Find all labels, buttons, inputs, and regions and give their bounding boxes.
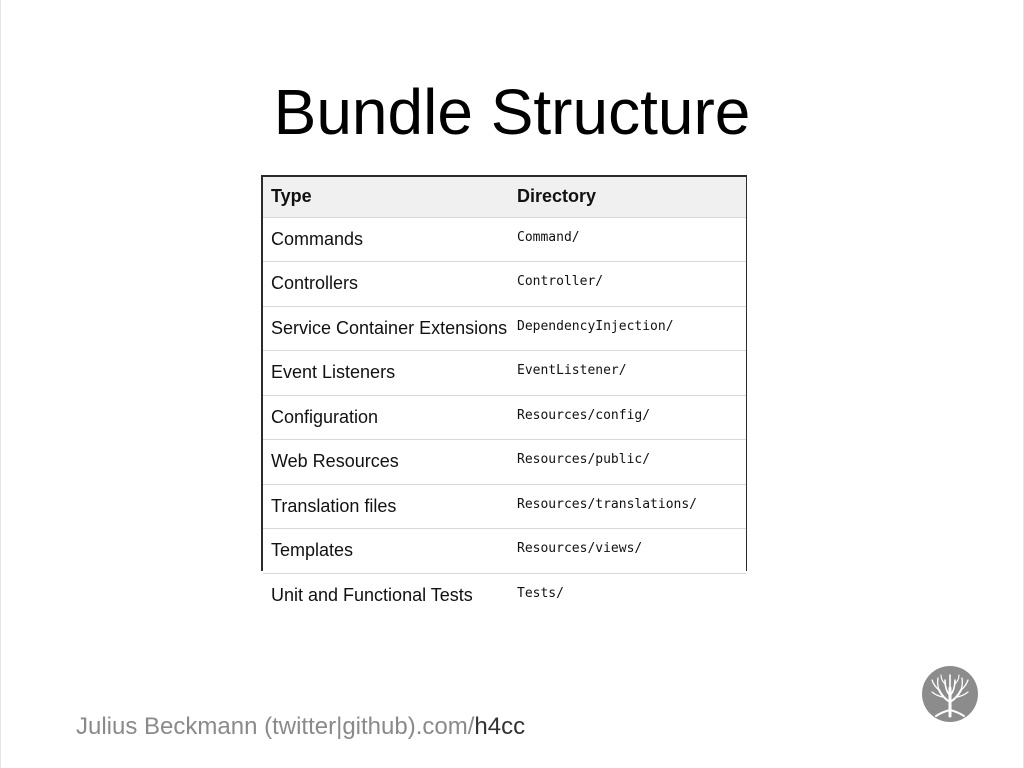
tree-icon xyxy=(922,666,978,722)
directory-cell: DependencyInjection/ xyxy=(509,306,746,351)
table-header-row xyxy=(263,177,746,217)
author-footer xyxy=(76,712,525,742)
footer-handle: h4cc xyxy=(474,713,526,740)
column-header-directory: Directory xyxy=(509,177,746,217)
table-row xyxy=(263,395,746,440)
directory-cell: Controller/ xyxy=(509,262,746,307)
table-row xyxy=(263,262,746,307)
type-cell: Unit and Functional Tests xyxy=(271,584,473,605)
type-cell: Controllers xyxy=(263,262,509,307)
type-cell: Web Resources xyxy=(263,440,509,485)
directory-cell: Tests/ xyxy=(517,585,564,601)
table-row xyxy=(263,440,746,485)
column-header-type: Type xyxy=(263,177,509,217)
type-cell: Translation files xyxy=(263,484,509,529)
directory-cell: Resources/config/ xyxy=(509,395,746,440)
footer-prefix: Julius Beckmann (twitter|github).com/ xyxy=(76,713,475,740)
table-row xyxy=(263,217,746,262)
type-cell: Commands xyxy=(263,217,509,262)
table-row xyxy=(263,351,746,396)
type-cell: Configuration xyxy=(263,395,509,440)
bundle-structure-table xyxy=(261,175,747,605)
directory-cell: Resources/public/ xyxy=(509,440,746,485)
type-cell: Service Container Extensions xyxy=(263,306,509,351)
directory-cell: Resources/translations/ xyxy=(509,484,746,529)
directory-cell: Resources/views/ xyxy=(509,529,746,574)
table xyxy=(263,177,746,617)
directory-cell: Command/ xyxy=(509,217,746,262)
table-row xyxy=(263,484,746,529)
table-row xyxy=(263,573,746,617)
table-row xyxy=(263,529,746,574)
directory-cell: EventListener/ xyxy=(509,351,746,396)
slide-title: Bundle Structure xyxy=(273,76,751,148)
table-row xyxy=(263,306,746,351)
type-cell: Event Listeners xyxy=(263,351,509,396)
type-cell: Templates xyxy=(263,529,509,574)
